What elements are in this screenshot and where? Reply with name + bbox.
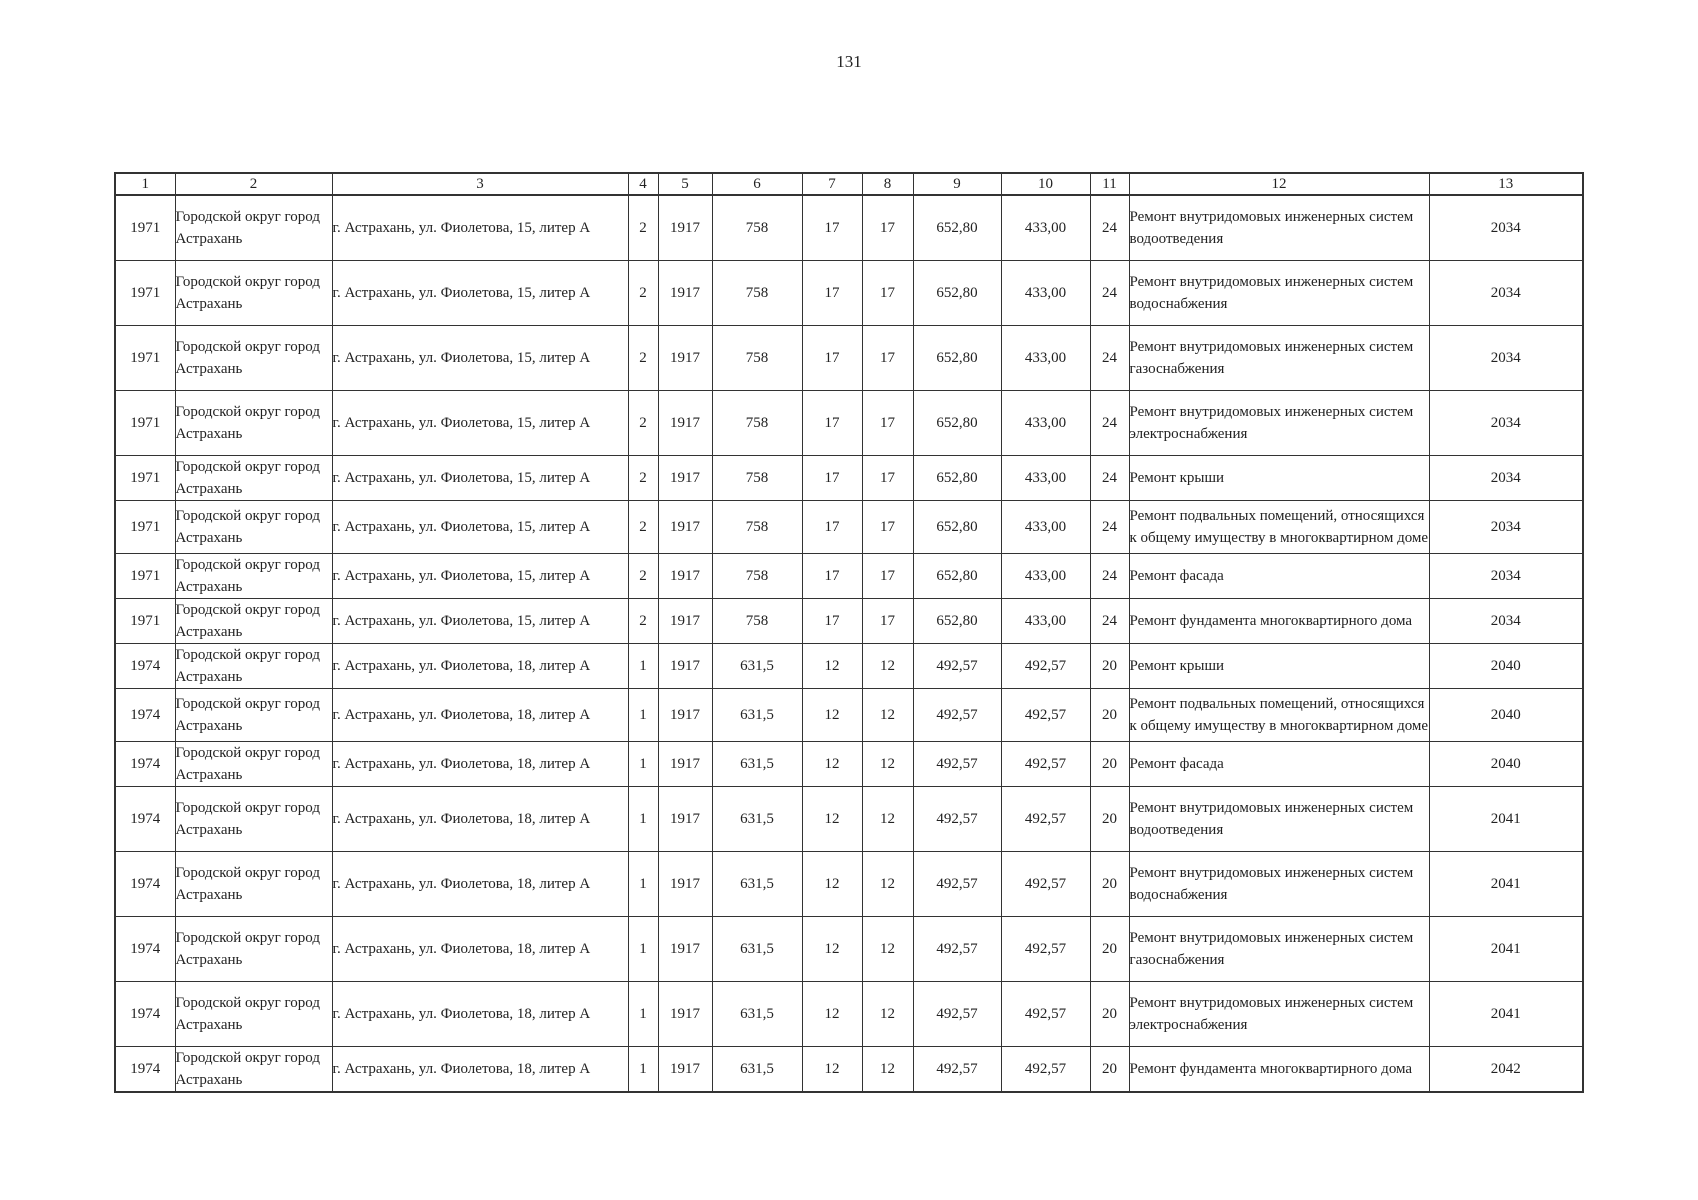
cell-build-year: 1917: [658, 599, 712, 644]
column-number-header: 2: [175, 173, 332, 195]
cell-build-year: 1917: [658, 554, 712, 599]
cell-col-10: 433,00: [1001, 456, 1090, 501]
cell-col-10: 492,57: [1001, 644, 1090, 689]
cell-col-8: 17: [862, 501, 913, 554]
cell-municipality: Городской округ город Астрахань: [175, 261, 332, 326]
cell-planned-year: 2041: [1429, 787, 1583, 852]
cell-work-type: Ремонт внутридомовых инженерных систем электроснабжения: [1129, 391, 1429, 456]
cell-number: 1971: [115, 326, 175, 391]
cell-col-7: 12: [802, 689, 862, 742]
cell-col-11: 20: [1090, 917, 1129, 982]
cell-col-7: 17: [802, 195, 862, 261]
cell-number: 1974: [115, 644, 175, 689]
cell-total-area: 758: [712, 501, 802, 554]
cell-number: 1971: [115, 195, 175, 261]
cell-work-type: Ремонт крыши: [1129, 644, 1429, 689]
cell-floors: 2: [628, 501, 658, 554]
cell-col-11: 20: [1090, 787, 1129, 852]
cell-municipality: Городской округ город Астрахань: [175, 554, 332, 599]
cell-total-area: 631,5: [712, 644, 802, 689]
cell-col-11: 24: [1090, 195, 1129, 261]
table-row: [115, 742, 1583, 787]
cell-col-8: 17: [862, 326, 913, 391]
column-number-header: 12: [1129, 173, 1429, 195]
cell-number: 1974: [115, 1047, 175, 1093]
cell-address: г. Астрахань, ул. Фиолетова, 18, литер А: [332, 742, 628, 787]
cell-municipality: Городской округ город Астрахань: [175, 391, 332, 456]
cell-build-year: 1917: [658, 787, 712, 852]
cell-address: г. Астрахань, ул. Фиолетова, 18, литер А: [332, 917, 628, 982]
cell-col-10: 433,00: [1001, 599, 1090, 644]
cell-planned-year: 2034: [1429, 456, 1583, 501]
cell-col-8: 12: [862, 644, 913, 689]
cell-build-year: 1917: [658, 917, 712, 982]
cell-floors: 2: [628, 554, 658, 599]
cell-col-8: 12: [862, 852, 913, 917]
cell-col-7: 17: [802, 391, 862, 456]
cell-work-type: Ремонт внутридомовых инженерных систем газоснабжения: [1129, 917, 1429, 982]
cell-col-8: 12: [862, 787, 913, 852]
cell-col-10: 492,57: [1001, 852, 1090, 917]
cell-work-type: Ремонт подвальных помещений, относящихся к общему имуществу в многоквартирном доме: [1129, 501, 1429, 554]
cell-build-year: 1917: [658, 501, 712, 554]
cell-municipality: Городской округ город Астрахань: [175, 852, 332, 917]
column-number-header: 8: [862, 173, 913, 195]
column-number-header: 3: [332, 173, 628, 195]
cell-col-8: 12: [862, 1047, 913, 1093]
cell-work-type: Ремонт подвальных помещений, относящихся к общему имуществу в многоквартирном доме: [1129, 689, 1429, 742]
cell-col-10: 433,00: [1001, 391, 1090, 456]
cell-address: г. Астрахань, ул. Фиолетова, 18, литер А: [332, 689, 628, 742]
cell-work-type: Ремонт фасада: [1129, 554, 1429, 599]
cell-floors: 1: [628, 689, 658, 742]
cell-floors: 2: [628, 261, 658, 326]
column-number-header: 13: [1429, 173, 1583, 195]
cell-col-10: 492,57: [1001, 1047, 1090, 1093]
table-row: [115, 391, 1583, 456]
cell-col-8: 17: [862, 554, 913, 599]
cell-number: 1971: [115, 391, 175, 456]
cell-total-area: 631,5: [712, 852, 802, 917]
cell-col-10: 492,57: [1001, 787, 1090, 852]
table-row: [115, 982, 1583, 1047]
cell-address: г. Астрахань, ул. Фиолетова, 15, литер А: [332, 391, 628, 456]
cell-total-area: 758: [712, 599, 802, 644]
cell-address: г. Астрахань, ул. Фиолетова, 18, литер А: [332, 787, 628, 852]
cell-total-area: 631,5: [712, 787, 802, 852]
cell-work-type: Ремонт внутридомовых инженерных систем электроснабжения: [1129, 982, 1429, 1047]
cell-planned-year: 2040: [1429, 644, 1583, 689]
cell-address: г. Астрахань, ул. Фиолетова, 18, литер А: [332, 1047, 628, 1093]
cell-col-9: 652,80: [913, 261, 1001, 326]
cell-floors: 1: [628, 852, 658, 917]
table-row: [115, 554, 1583, 599]
cell-col-7: 12: [802, 644, 862, 689]
cell-col-9: 652,80: [913, 195, 1001, 261]
cell-municipality: Городской округ город Астрахань: [175, 917, 332, 982]
cell-build-year: 1917: [658, 852, 712, 917]
cell-col-8: 17: [862, 599, 913, 644]
cell-col-11: 20: [1090, 982, 1129, 1047]
cell-total-area: 631,5: [712, 917, 802, 982]
cell-col-9: 652,80: [913, 456, 1001, 501]
cell-build-year: 1917: [658, 195, 712, 261]
cell-col-10: 492,57: [1001, 689, 1090, 742]
cell-work-type: Ремонт внутридомовых инженерных систем газоснабжения: [1129, 326, 1429, 391]
cell-number: 1974: [115, 742, 175, 787]
cell-col-11: 20: [1090, 852, 1129, 917]
cell-col-11: 24: [1090, 599, 1129, 644]
cell-work-type: Ремонт фасада: [1129, 742, 1429, 787]
cell-total-area: 631,5: [712, 982, 802, 1047]
table-row: [115, 501, 1583, 554]
cell-work-type: Ремонт внутридомовых инженерных систем водоотведения: [1129, 195, 1429, 261]
cell-address: г. Астрахань, ул. Фиолетова, 18, литер А: [332, 982, 628, 1047]
cell-total-area: 758: [712, 391, 802, 456]
page-number: 131: [836, 52, 862, 71]
table-row: [115, 852, 1583, 917]
cell-address: г. Астрахань, ул. Фиолетова, 15, литер А: [332, 501, 628, 554]
column-number-header: 5: [658, 173, 712, 195]
column-number-header: 7: [802, 173, 862, 195]
cell-floors: 1: [628, 787, 658, 852]
table-row: [115, 917, 1583, 982]
cell-number: 1971: [115, 501, 175, 554]
cell-planned-year: 2041: [1429, 982, 1583, 1047]
cell-address: г. Астрахань, ул. Фиолетова, 15, литер А: [332, 599, 628, 644]
cell-address: г. Астрахань, ул. Фиолетова, 15, литер А: [332, 261, 628, 326]
cell-col-9: 652,80: [913, 391, 1001, 456]
cell-total-area: 758: [712, 326, 802, 391]
cell-col-8: 17: [862, 195, 913, 261]
column-number-header: 6: [712, 173, 802, 195]
cell-col-9: 492,57: [913, 644, 1001, 689]
cell-work-type: Ремонт внутридомовых инженерных систем водоснабжения: [1129, 852, 1429, 917]
table-row: [115, 261, 1583, 326]
cell-col-9: 652,80: [913, 501, 1001, 554]
cell-col-11: 20: [1090, 1047, 1129, 1093]
cell-col-11: 24: [1090, 326, 1129, 391]
cell-col-7: 17: [802, 261, 862, 326]
cell-floors: 2: [628, 599, 658, 644]
cell-number: 1974: [115, 982, 175, 1047]
cell-number: 1974: [115, 787, 175, 852]
cell-work-type: Ремонт фундамента многоквартирного дома: [1129, 1047, 1429, 1093]
cell-address: г. Астрахань, ул. Фиолетова, 18, литер А: [332, 852, 628, 917]
column-number-header: 11: [1090, 173, 1129, 195]
cell-col-7: 12: [802, 787, 862, 852]
cell-planned-year: 2034: [1429, 554, 1583, 599]
cell-build-year: 1917: [658, 261, 712, 326]
cell-col-11: 24: [1090, 554, 1129, 599]
cell-planned-year: 2034: [1429, 261, 1583, 326]
cell-col-10: 433,00: [1001, 195, 1090, 261]
table-row: [115, 195, 1583, 261]
cell-col-10: 492,57: [1001, 982, 1090, 1047]
cell-planned-year: 2034: [1429, 326, 1583, 391]
cell-col-9: 492,57: [913, 852, 1001, 917]
cell-total-area: 631,5: [712, 689, 802, 742]
cell-col-10: 492,57: [1001, 917, 1090, 982]
cell-floors: 1: [628, 1047, 658, 1093]
cell-municipality: Городской округ город Астрахань: [175, 982, 332, 1047]
cell-col-11: 24: [1090, 501, 1129, 554]
cell-municipality: Городской округ город Астрахань: [175, 326, 332, 391]
cell-build-year: 1917: [658, 326, 712, 391]
cell-col-9: 652,80: [913, 554, 1001, 599]
cell-col-8: 12: [862, 742, 913, 787]
cell-build-year: 1917: [658, 456, 712, 501]
table-body: [115, 195, 1583, 1092]
cell-build-year: 1917: [658, 1047, 712, 1093]
cell-col-8: 17: [862, 261, 913, 326]
cell-col-11: 20: [1090, 742, 1129, 787]
cell-total-area: 758: [712, 195, 802, 261]
table-row: [115, 787, 1583, 852]
cell-total-area: 758: [712, 261, 802, 326]
cell-col-11: 24: [1090, 391, 1129, 456]
cell-number: 1974: [115, 852, 175, 917]
cell-col-10: 433,00: [1001, 326, 1090, 391]
cell-municipality: Городской округ город Астрахань: [175, 689, 332, 742]
table-row: [115, 1047, 1583, 1093]
cell-number: 1971: [115, 261, 175, 326]
cell-col-7: 17: [802, 501, 862, 554]
cell-col-11: 20: [1090, 644, 1129, 689]
cell-col-8: 12: [862, 917, 913, 982]
cell-col-9: 492,57: [913, 982, 1001, 1047]
cell-col-7: 12: [802, 982, 862, 1047]
cell-col-8: 12: [862, 982, 913, 1047]
cell-number: 1971: [115, 599, 175, 644]
cell-planned-year: 2034: [1429, 599, 1583, 644]
column-number-header: 10: [1001, 173, 1090, 195]
cell-col-8: 17: [862, 456, 913, 501]
cell-col-9: 492,57: [913, 742, 1001, 787]
cell-total-area: 631,5: [712, 1047, 802, 1093]
cell-planned-year: 2040: [1429, 742, 1583, 787]
cell-planned-year: 2042: [1429, 1047, 1583, 1093]
cell-planned-year: 2034: [1429, 501, 1583, 554]
cell-col-9: 652,80: [913, 599, 1001, 644]
cell-col-9: 492,57: [913, 787, 1001, 852]
cell-municipality: Городской округ город Астрахань: [175, 195, 332, 261]
cell-floors: 1: [628, 982, 658, 1047]
table-row: [115, 599, 1583, 644]
cell-number: 1974: [115, 917, 175, 982]
cell-address: г. Астрахань, ул. Фиолетова, 15, литер А: [332, 195, 628, 261]
table-row: [115, 326, 1583, 391]
column-number-header-row: [115, 173, 1583, 195]
cell-col-10: 433,00: [1001, 501, 1090, 554]
repair-schedule-table: [114, 172, 1584, 1093]
cell-number: 1974: [115, 689, 175, 742]
cell-build-year: 1917: [658, 689, 712, 742]
cell-number: 1971: [115, 456, 175, 501]
cell-planned-year: 2034: [1429, 195, 1583, 261]
cell-col-9: 652,80: [913, 326, 1001, 391]
cell-col-11: 20: [1090, 689, 1129, 742]
cell-col-11: 24: [1090, 456, 1129, 501]
cell-build-year: 1917: [658, 644, 712, 689]
column-number-header: 9: [913, 173, 1001, 195]
cell-address: г. Астрахань, ул. Фиолетова, 15, литер А: [332, 554, 628, 599]
cell-col-10: 433,00: [1001, 261, 1090, 326]
cell-col-9: 492,57: [913, 1047, 1001, 1093]
cell-total-area: 758: [712, 456, 802, 501]
cell-planned-year: 2041: [1429, 852, 1583, 917]
cell-municipality: Городской округ город Астрахань: [175, 787, 332, 852]
cell-number: 1971: [115, 554, 175, 599]
cell-build-year: 1917: [658, 742, 712, 787]
cell-work-type: Ремонт фундамента многоквартирного дома: [1129, 599, 1429, 644]
cell-col-10: 433,00: [1001, 554, 1090, 599]
cell-floors: 2: [628, 326, 658, 391]
table-row: [115, 644, 1583, 689]
cell-col-9: 492,57: [913, 917, 1001, 982]
cell-floors: 2: [628, 391, 658, 456]
cell-address: г. Астрахань, ул. Фиолетова, 15, литер А: [332, 326, 628, 391]
cell-col-11: 24: [1090, 261, 1129, 326]
column-number-header: 4: [628, 173, 658, 195]
cell-total-area: 758: [712, 554, 802, 599]
cell-floors: 1: [628, 742, 658, 787]
cell-municipality: Городской округ город Астрахань: [175, 1047, 332, 1093]
table-row: [115, 456, 1583, 501]
cell-work-type: Ремонт внутридомовых инженерных систем водоотведения: [1129, 787, 1429, 852]
cell-col-8: 17: [862, 391, 913, 456]
cell-municipality: Городской округ город Астрахань: [175, 599, 332, 644]
cell-col-7: 17: [802, 456, 862, 501]
cell-total-area: 631,5: [712, 742, 802, 787]
cell-municipality: Городской округ город Астрахань: [175, 456, 332, 501]
cell-col-7: 17: [802, 599, 862, 644]
table-row: [115, 689, 1583, 742]
cell-work-type: Ремонт крыши: [1129, 456, 1429, 501]
cell-col-7: 12: [802, 1047, 862, 1093]
cell-floors: 1: [628, 917, 658, 982]
column-number-header: 1: [115, 173, 175, 195]
cell-build-year: 1917: [658, 982, 712, 1047]
cell-col-7: 12: [802, 917, 862, 982]
cell-build-year: 1917: [658, 391, 712, 456]
cell-municipality: Городской округ город Астрахань: [175, 644, 332, 689]
cell-floors: 2: [628, 195, 658, 261]
cell-municipality: Городской округ город Астрахань: [175, 742, 332, 787]
cell-col-7: 12: [802, 852, 862, 917]
cell-address: г. Астрахань, ул. Фиолетова, 18, литер А: [332, 644, 628, 689]
cell-work-type: Ремонт внутридомовых инженерных систем водоснабжения: [1129, 261, 1429, 326]
cell-col-7: 12: [802, 742, 862, 787]
cell-planned-year: 2040: [1429, 689, 1583, 742]
cell-municipality: Городской округ город Астрахань: [175, 501, 332, 554]
cell-planned-year: 2041: [1429, 917, 1583, 982]
cell-address: г. Астрахань, ул. Фиолетова, 15, литер А: [332, 456, 628, 501]
cell-col-9: 492,57: [913, 689, 1001, 742]
cell-floors: 2: [628, 456, 658, 501]
cell-col-8: 12: [862, 689, 913, 742]
cell-col-7: 17: [802, 554, 862, 599]
cell-planned-year: 2034: [1429, 391, 1583, 456]
cell-col-7: 17: [802, 326, 862, 391]
cell-col-10: 492,57: [1001, 742, 1090, 787]
cell-floors: 1: [628, 644, 658, 689]
